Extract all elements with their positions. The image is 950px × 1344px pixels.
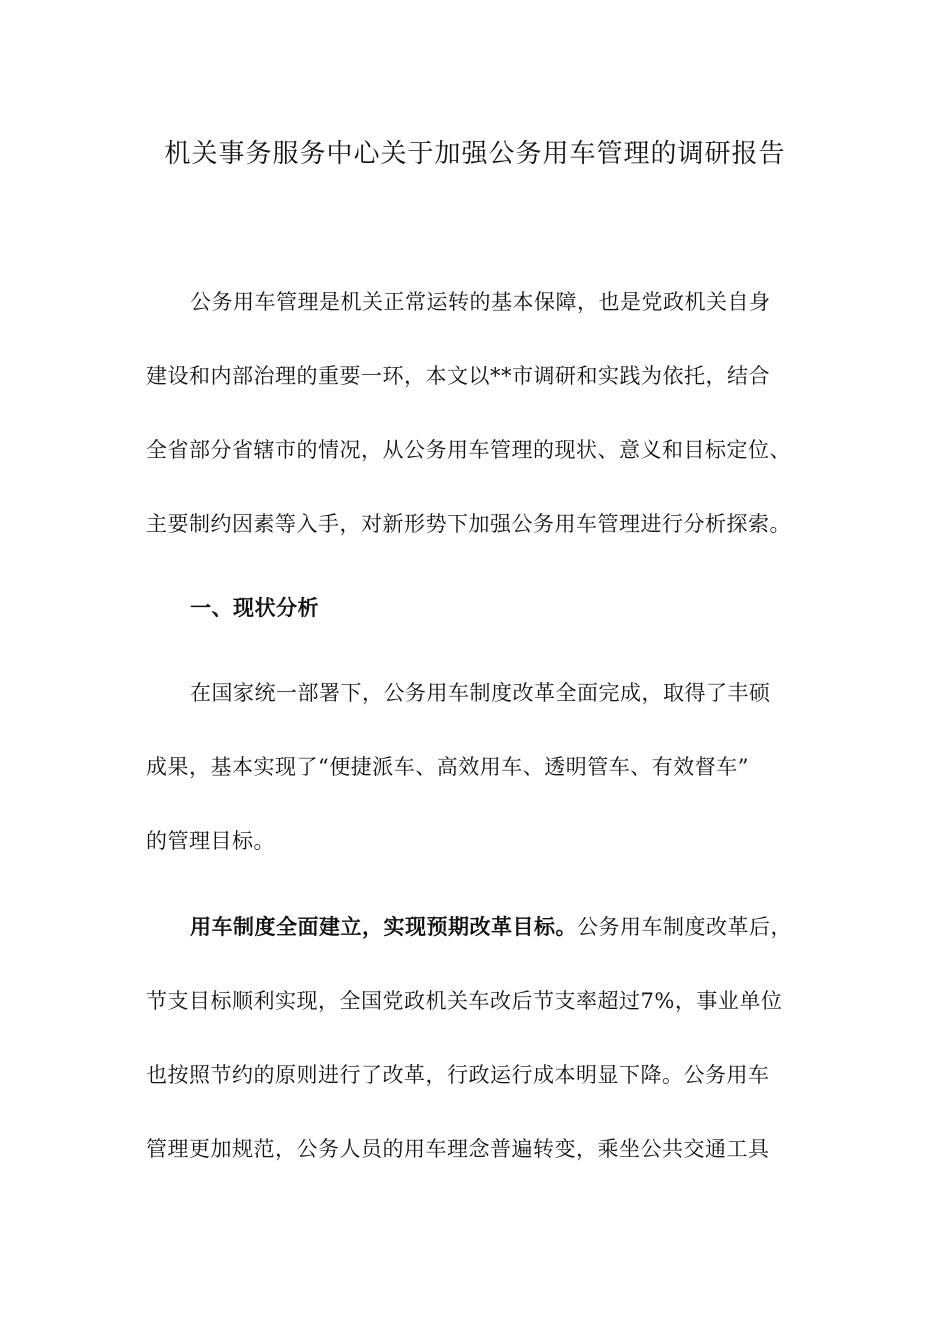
point-line-4: 管理更加规范，公务人员的用车理念普遍转变，乘坐公共交通工具 (146, 1137, 770, 1161)
point-line-1-rest: 公务用车制度改革后， (577, 915, 792, 939)
intro-line-4: 主要制约因素等入手，对新形势下加强公务用车管理进行分析探索。 (146, 512, 791, 536)
section-heading: 一、现状分析 (190, 596, 319, 620)
document-title: 机关事务服务中心关于加强公务用车管理的调研报告 (164, 139, 786, 169)
point-line-3: 也按照节约的原则进行了改革，行政运行成本明显下降。公务用车 (146, 1063, 770, 1087)
intro-line-1: 公务用车管理是机关正常运转的基本保障，也是党政机关自身 (190, 290, 771, 314)
intro-line-2: 建设和内部治理的重要一环，本文以**市调研和实践为依托，结合 (146, 364, 770, 388)
intro-line-3: 全省部分省辖市的情况，从公务用车管理的现状、意义和目标定位、 (146, 438, 791, 462)
section-para-line-2: 成果，基本实现了“便捷派车、高效用车、透明管车、有效督车” (146, 755, 749, 779)
point-line-1 (190, 907, 792, 947)
point-lead-text: 用车制度全面建立，实现预期改革目标。 (190, 915, 577, 939)
section-para-line-1: 在国家统一部署下，公务用车制度改革全面完成，取得了丰硕 (190, 681, 771, 705)
point-line-2: 节支目标顺利实现，全国党政机关车改后节支率超过7%，事业单位 (146, 989, 783, 1013)
section-para-line-3: 的管理目标。 (146, 829, 275, 853)
